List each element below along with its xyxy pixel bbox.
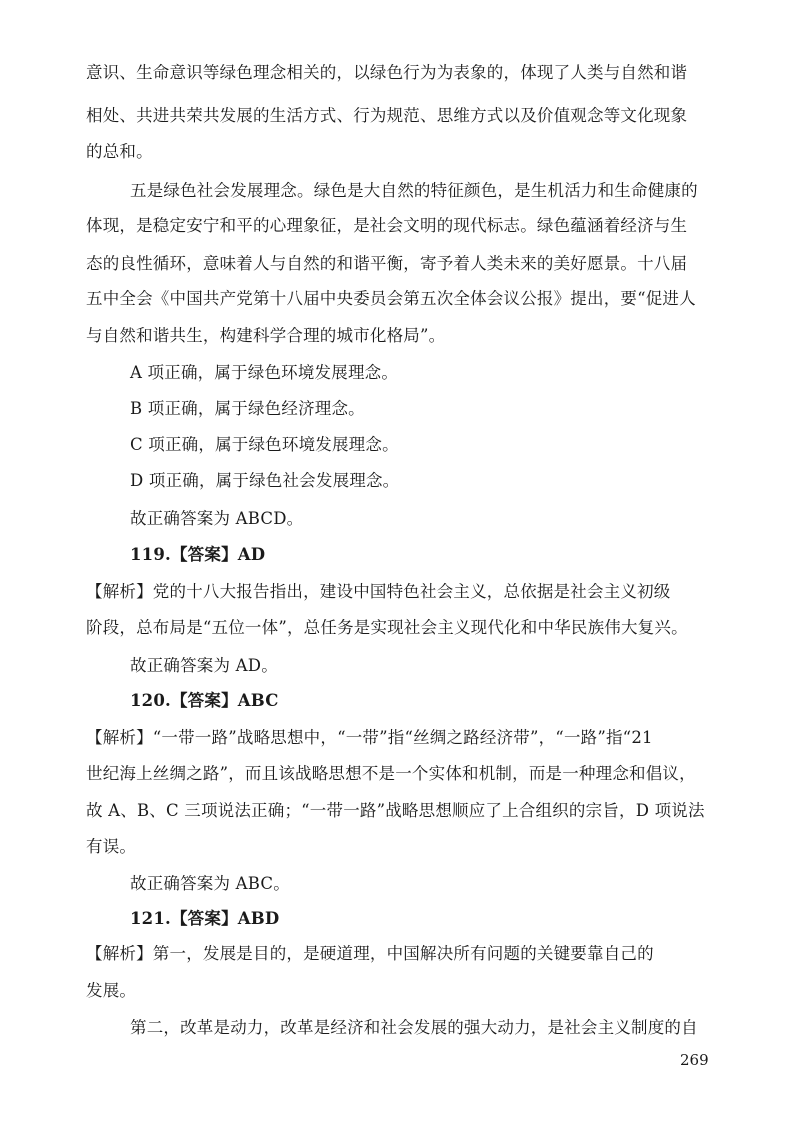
text-line: 态的良性循环，意味着人与自然的和谐平衡，寄予着人类未来的美好愿景。十八届 [86,254,688,273]
question-answer-heading: 121.【答案】ABD [130,909,280,928]
question-answer-heading: 119.【答案】AD [130,545,266,564]
text-line: 有误。 [86,837,137,856]
answer-line: 故正确答案为 ABC。 [130,874,290,893]
text-line: 五中全会《中国共产党第十八届中央委员会第五次全体会议公报》提出，要“促进人 [86,289,696,308]
option-line: C 项正确，属于绿色环境发展理念。 [130,435,399,454]
option-line: A 项正确，属于绿色环境发展理念。 [130,363,399,382]
answer-line: 故正确答案为 ABCD。 [130,509,304,528]
question-answer-heading: 120.【答案】ABC [130,691,279,710]
text-line: 发展。 [86,981,137,1000]
text-line: 【解析】第一，发展是目的，是硬道理，中国解决所有问题的关键要靠自己的 [86,944,654,963]
text-line: 世纪海上丝绸之路”，而且该战略思想不是一个实体和机制，而是一种理念和倡议， [86,764,696,783]
text-line: 阶段，总布局是“五位一体”，总任务是实现社会主义现代化和中华民族伟大复兴。 [86,618,688,637]
text-line: 【解析】党的十八大报告指出，建设中国特色社会主义，总依据是社会主义初级 [86,582,671,601]
page-number: 269 [680,1051,709,1069]
option-line: D 项正确，属于绿色社会发展理念。 [130,471,400,490]
text-line: 故 A、B、C 三项说法正确；“一带一路”战略思想顺应了上合组织的宗旨，D 项说法 [86,801,705,820]
text-line: 的总和。 [86,142,153,161]
text-line: 【解析】“一带一路”战略思想中，“一带”指“丝绸之路经济带”，“一路”指“21 [86,728,653,747]
text-line: 体现，是稳定安宁和平的心理象征，是社会文明的现代标志。绿色蕴涵着经济与生 [86,216,688,235]
text-line: 第二，改革是动力，改革是经济和社会发展的强大动力，是社会主义制度的自 [130,1018,698,1037]
text-line: 相处、共进共荣共发展的生活方式、行为规范、思维方式以及价值观念等文化现象 [86,106,688,125]
answer-line: 故正确答案为 AD。 [130,656,278,675]
text-line: 意识、生命意识等绿色理念相关的，以绿色行为为表象的，体现了人类与自然和谐 [86,63,688,82]
option-line: B 项正确，属于绿色经济理念。 [130,399,365,418]
text-line: 与自然和谐共生，构建科学合理的城市化格局”。 [86,326,446,345]
text-line: 五是绿色社会发展理念。绿色是大自然的特征颜色，是生机活力和生命健康的 [130,181,698,200]
